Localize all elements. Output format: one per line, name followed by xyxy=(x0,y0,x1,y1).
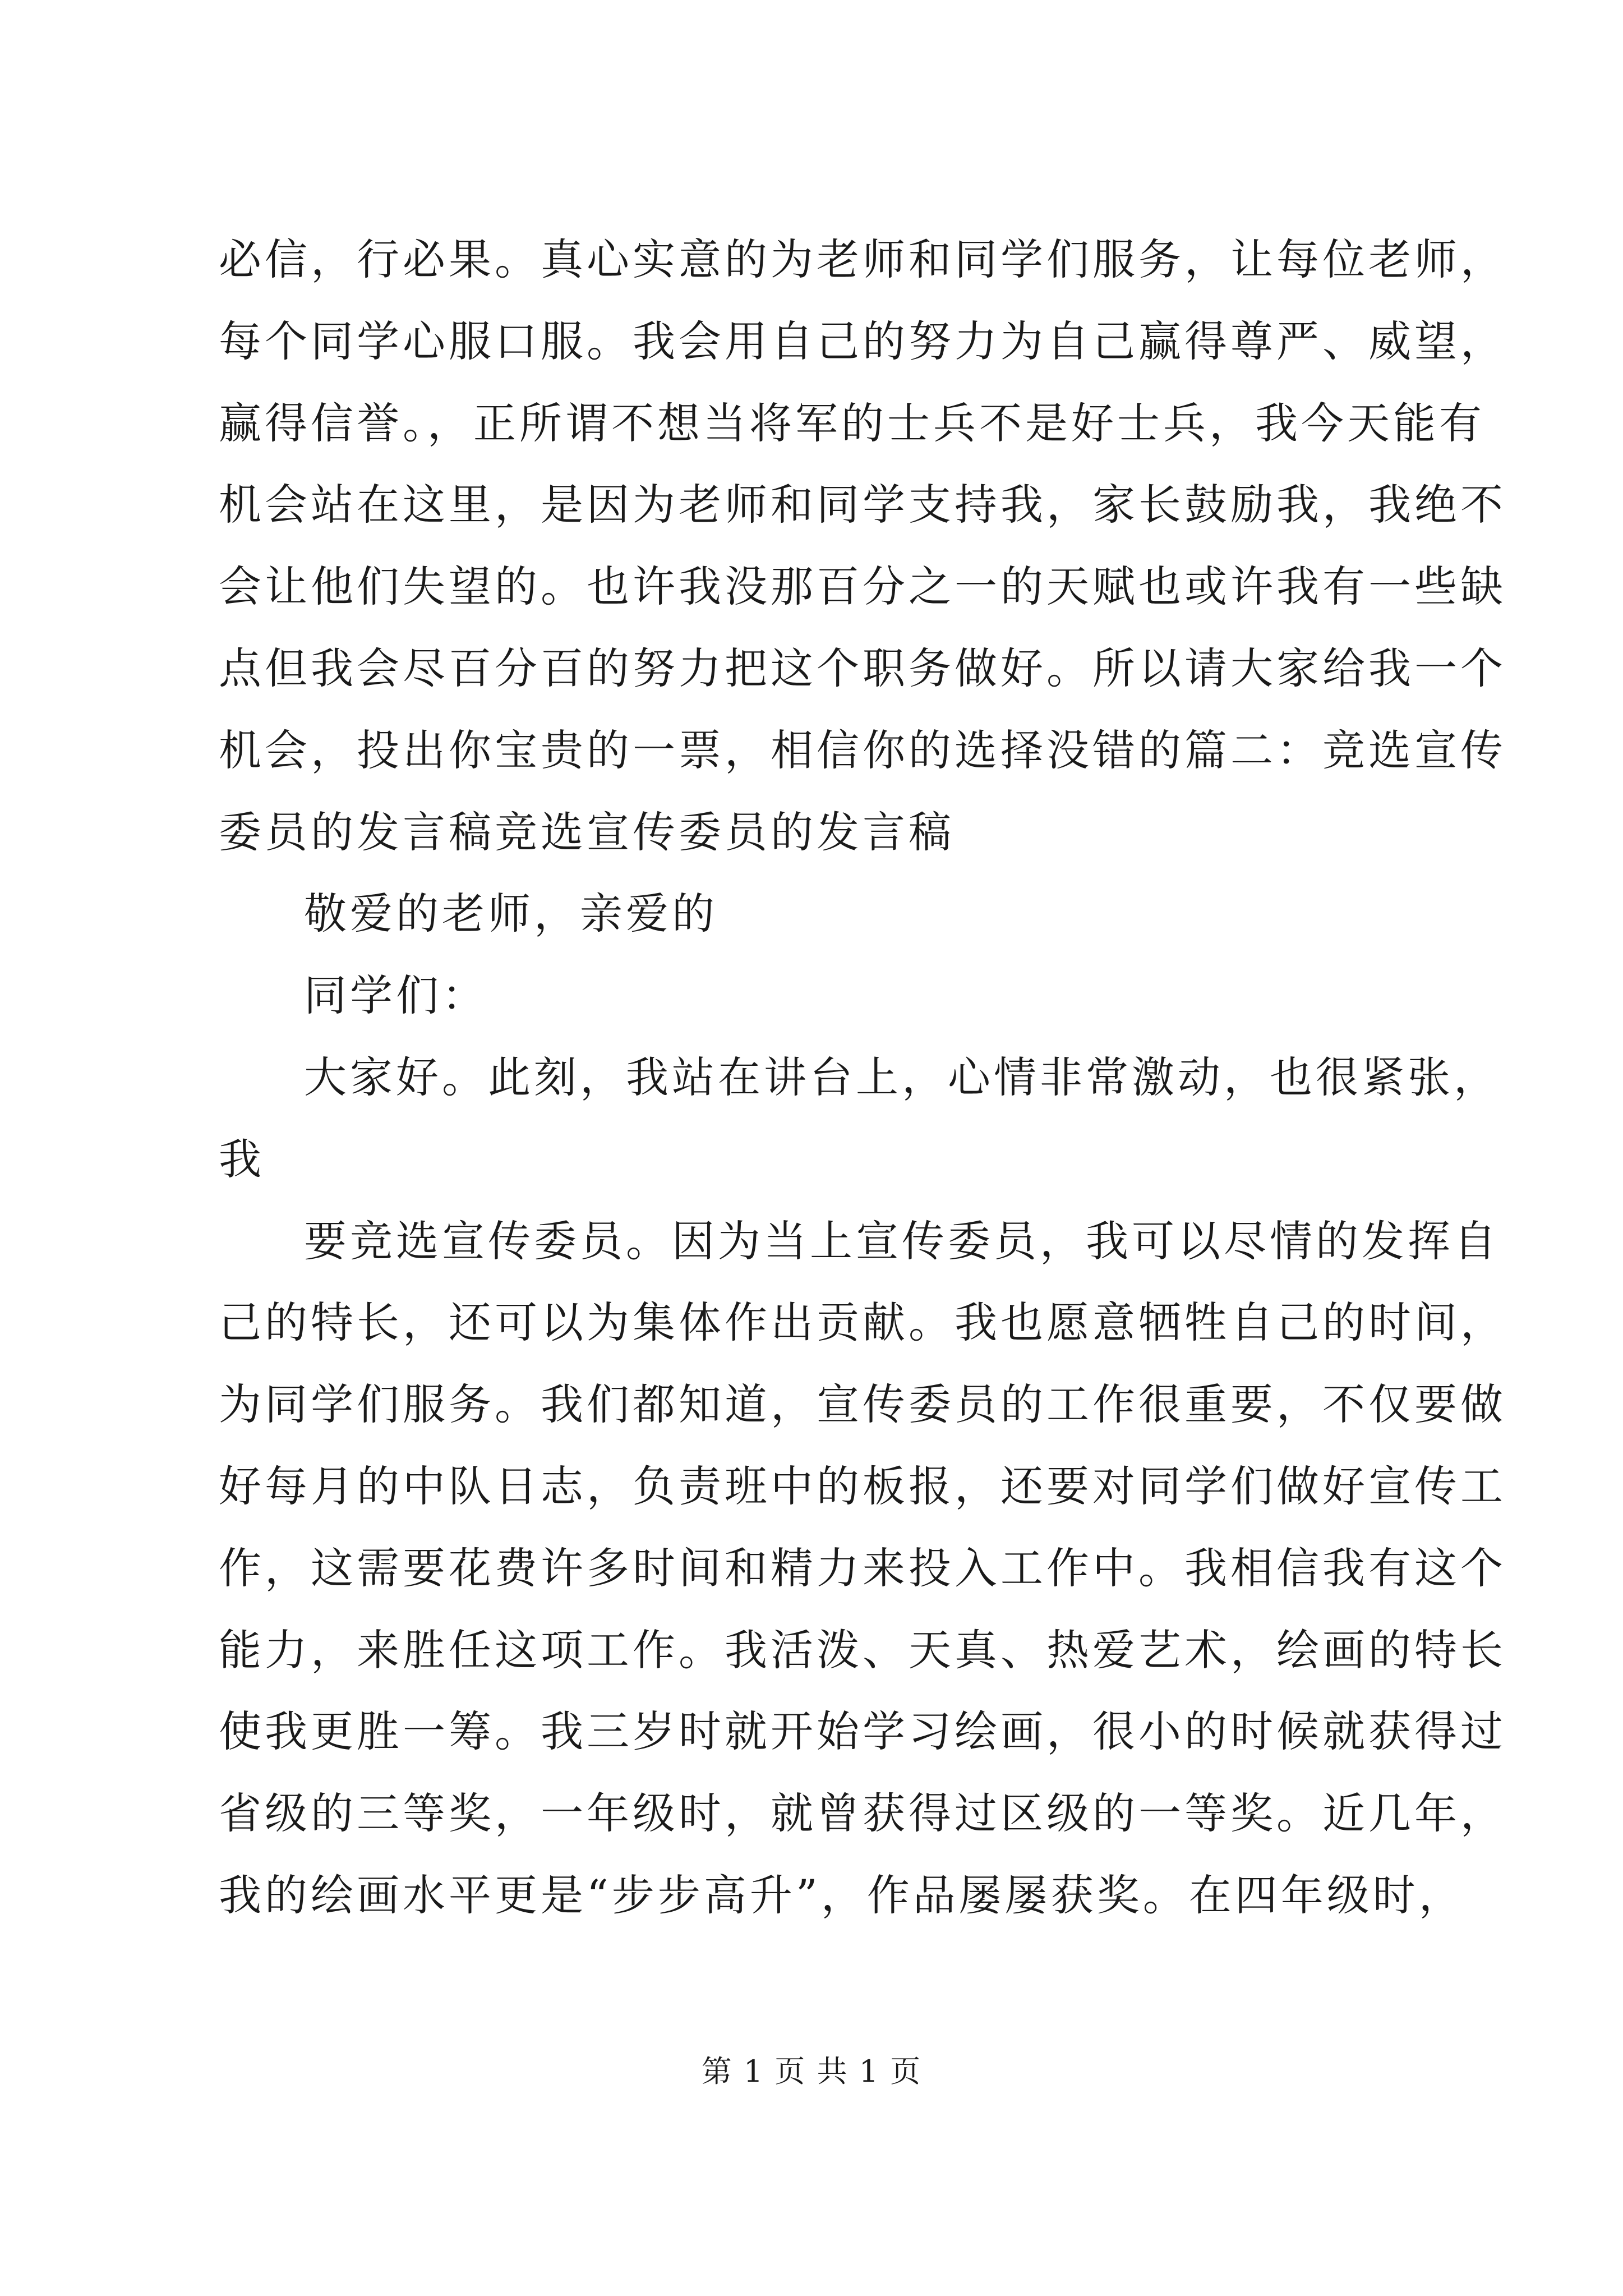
text-line: 作，这需要花费许多时间和精力来投入工作中。我相信我有这个 xyxy=(219,1543,1506,1593)
text-line: 机会，投出你宝贵的一票，相信你的选择没错的篇二：竞选宣传 xyxy=(219,725,1506,775)
text-line: 机会站在这里，是因为老师和同学支持我，家长鼓励我，我绝不 xyxy=(219,480,1506,530)
page-footer: 第 1 页 共 1 页 xyxy=(701,2054,922,2089)
text-line: 必信，行必果。真心实意的为老师和同学们服务，让每位老师， xyxy=(219,234,1506,284)
text-line: 点但我会尽百分百的努力把这个职务做好。所以请大家给我一个 xyxy=(219,643,1506,693)
text-line: 大家好。此刻，我站在讲台上，心情非常激动，也很紧张， xyxy=(304,1052,1500,1102)
text-line: 使我更胜一筹。我三岁时就开始学习绘画，很小的时候就获得过 xyxy=(219,1706,1506,1757)
text-line: 己的特长，还可以为集体作出贡献。我也愿意牺牲自己的时间， xyxy=(219,1297,1506,1348)
text-line: 能力，来胜任这项工作。我活泼、天真、热爱艺术，绘画的特长 xyxy=(219,1625,1506,1675)
salutation-line: 敬爱的老师，亲爱的 xyxy=(304,889,718,939)
text-line: 我的绘画水平更是“步步高升”，作品屡屡获奖。在四年级时， xyxy=(219,1870,1465,1920)
text-line: 为同学们服务。我们都知道，宣传委员的工作很重要，不仅要做 xyxy=(219,1379,1506,1430)
text-line: 我 xyxy=(219,1134,265,1184)
text-line: 每个同学心服口服。我会用自己的努力为自己赢得尊严、威望， xyxy=(219,316,1506,366)
salutation-line: 同学们： xyxy=(304,970,488,1021)
text-line: 委员的发言稿竞选宣传委员的发言稿 xyxy=(219,807,955,857)
document-body xyxy=(219,219,1506,1936)
text-line: 好每月的中队日志，负责班中的板报，还要对同学们做好宣传工 xyxy=(219,1461,1506,1511)
text-line: 会让他们失望的。也许我没那百分之一的天赋也或许我有一些缺 xyxy=(219,562,1506,612)
text-line: 赢得信誉。，正所谓不想当将军的士兵不是好士兵，我今天能有 xyxy=(219,398,1485,448)
text-line: 省级的三等奖，一年级时，就曾获得过区级的一等奖。近几年， xyxy=(219,1788,1506,1839)
text-line: 要竞选宣传委员。因为当上宣传委员，我可以尽情的发挥自 xyxy=(304,1216,1500,1266)
